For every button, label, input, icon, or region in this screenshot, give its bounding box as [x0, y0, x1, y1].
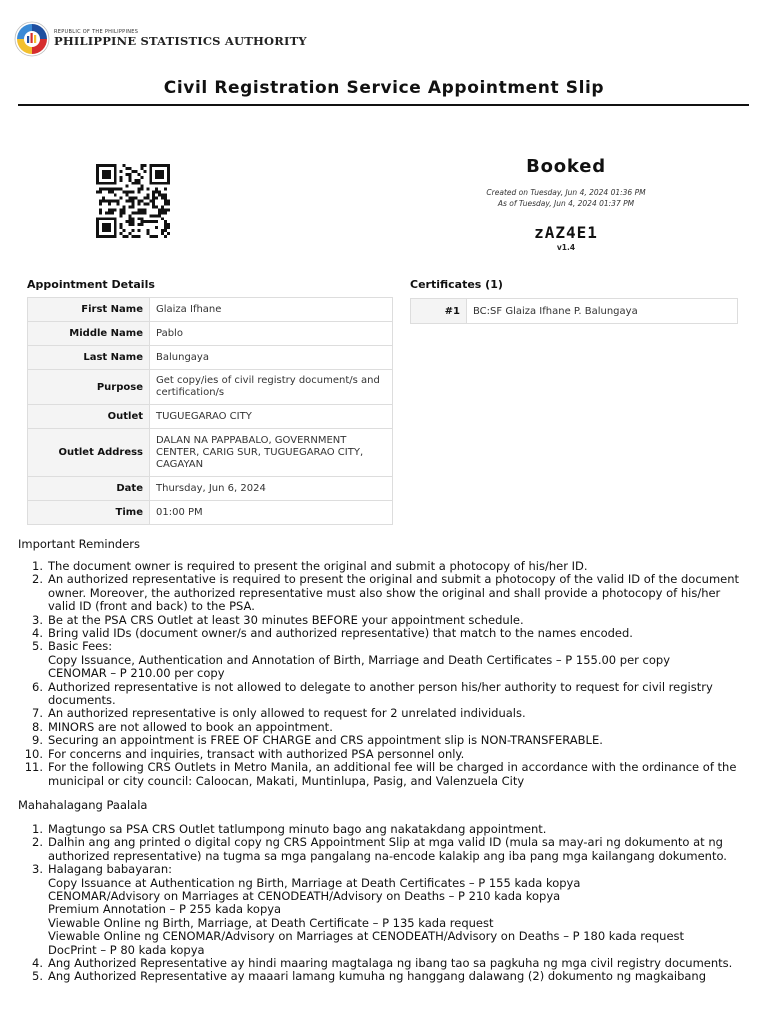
- details-row: [28, 429, 393, 477]
- details-label: Time: [28, 501, 150, 525]
- details-label: Outlet Address: [28, 429, 150, 477]
- list-item-number: 9.: [32, 733, 43, 748]
- certificates-heading: Certificates (1): [410, 278, 503, 291]
- list-item: [18, 823, 748, 836]
- list-item: [18, 970, 748, 983]
- details-row: [28, 477, 393, 501]
- list-item-text: An authorized representative is required to present the original and submit a photocopy of the valid ID of the document owner. Moreover, the authorized representative must also show the original and shall provide a photocopy of his/her valid ID (front and back) to the PSA.: [48, 572, 740, 614]
- list-item-number: 1.: [32, 822, 43, 836]
- list-item-text: The document owner is required to present the original and submit a photocopy of his/her ID.: [48, 559, 588, 573]
- details-row: [28, 501, 393, 525]
- details-value: Glaiza Ifhane: [150, 298, 393, 322]
- list-item-number: 8.: [32, 719, 43, 734]
- details-row: [28, 370, 393, 405]
- list-item-number: 1.: [32, 559, 43, 573]
- list-item-text: Magtungo sa PSA CRS Outlet tatlumpong minuto bago ang nakatakdang appointment.: [48, 822, 547, 836]
- list-item-number: 4.: [32, 626, 43, 641]
- list-item-text: Halagang babayaran: Copy Issuance at Authentication ng Birth, Marriage at Death Certificates – P 155 kada kopya CENOMAR/Advisory on Marriages at CENODEATH/Advisory on Deaths – P 210 kada kopya Premium Annotation – P 255 kada kopya Viewable Online ng Birth, Marriage, at Death Certificate – P 135 kada request Viewable Online ng CENOMAR/Advisory on Marriages at CENODEATH/Advisory on Deaths – P 180 kada request DocPrint – P 80 kada kopya: [48, 862, 685, 957]
- details-value: Thursday, Jun 6, 2024: [150, 477, 393, 501]
- list-item-number: 10.: [24, 746, 43, 761]
- important-reminders-heading: Important Reminders: [18, 537, 140, 551]
- list-item-text: For concerns and inquiries, transact with authorized PSA personnel only.: [48, 746, 465, 761]
- details-value: TUGUEGARAO CITY: [150, 405, 393, 429]
- details-value: 01:00 PM: [150, 501, 393, 525]
- as-of-timestamp: As of Tuesday, Jun 4, 2024 01:37 PM: [497, 199, 635, 208]
- list-item-text: MINORS are not allowed to book an appointment.: [48, 719, 333, 734]
- list-item-number: 5.: [32, 639, 43, 654]
- list-item-text: Securing an appointment is FREE OF CHARGE and CRS appointment slip is NON-TRANSFERABLE.: [48, 733, 603, 748]
- list-item-text: Ang Authorized Representative ay maaari lamang kumuha ng hanggang dalawang (2) dokumento ng magkaibang: [48, 969, 706, 984]
- details-value: DALAN NA PAPPABALO, GOVERNMENT CENTER, CARIG SUR, TUGUEGARAO CITY, CAGAYAN: [150, 429, 393, 477]
- details-label: Last Name: [28, 346, 150, 370]
- certificate-description: BC:SF Glaiza Ifhane P. Balungaya: [467, 299, 738, 324]
- list-item-text: Dalhin ang ang printed o digital copy ng CRS Appointment Slip at mga valid ID (mula sa may-ari ng dokumento at ng authorized representative) na tugma sa mga pangalang na-encode kalakip ang iba pang mga kailangang dokumento.: [48, 835, 727, 863]
- psa-header: [14, 16, 307, 62]
- list-item-number: 2.: [32, 572, 43, 587]
- list-item-number: 2.: [32, 835, 43, 850]
- list-item: [18, 734, 748, 747]
- title-divider: [18, 104, 749, 106]
- list-item-number: 3.: [32, 612, 43, 627]
- version-label: v1.4: [556, 243, 576, 252]
- created-timestamp: Created on Tuesday, Jun 4, 2024 01:36 PM: [486, 188, 646, 197]
- list-item: [18, 748, 748, 761]
- list-item-text: Basic Fees: Copy Issuance, Authentication and Annotation of Birth, Marriage and Death Certificates – P 155.00 per copy CENOMAR – P 210.00 per copy: [48, 639, 670, 681]
- certificates-table: [410, 298, 738, 324]
- list-item-number: 5.: [32, 969, 43, 984]
- list-item: [18, 681, 748, 708]
- list-item-text: Bring valid IDs (document owner/s and authorized representative) that match to the names encoded.: [48, 626, 633, 641]
- list-item-number: 6.: [32, 679, 43, 694]
- details-label: Date: [28, 477, 150, 501]
- details-label: Outlet: [28, 405, 150, 429]
- list-item: [18, 836, 748, 863]
- list-item-text: Authorized representative is not allowed to delegate to another person his/her authority to request for civil registry documents.: [48, 679, 713, 708]
- qr-code-icon: [96, 164, 170, 238]
- list-item: [18, 761, 748, 788]
- details-row: [28, 346, 393, 370]
- page-title: Civil Registration Service Appointment Slip: [163, 78, 605, 98]
- list-item-number: 3.: [32, 862, 43, 877]
- agency-small-text: REPUBLIC OF THE PHILIPPINES: [54, 29, 139, 36]
- list-item-number: 4.: [32, 956, 43, 971]
- list-item-text: For the following CRS Outlets in Metro Manila, an additional fee will be charged in accordance with the ordinance of the municipal or city council: Caloocan, Makati, Muntinlupa, Pasig, and Valenzuela City: [48, 760, 737, 788]
- list-item: [18, 640, 748, 680]
- list-item: [18, 721, 748, 734]
- list-item: [18, 573, 748, 613]
- agency-name: PHILIPPINE STATISTICS AUTHORITY: [54, 34, 307, 49]
- details-value: Pablo: [150, 322, 393, 346]
- list-item: [18, 560, 748, 573]
- list-item: [18, 614, 748, 627]
- details-label: Middle Name: [28, 322, 150, 346]
- certificate-number: #1: [411, 299, 467, 324]
- status-label: Booked: [526, 156, 606, 177]
- list-item-number: 11.: [24, 760, 43, 775]
- list-item: [18, 627, 748, 640]
- list-item-text: Be at the PSA CRS Outlet at least 30 minutes BEFORE your appointment schedule.: [48, 612, 524, 627]
- list-item-number: 7.: [32, 706, 43, 721]
- details-value: Balungaya: [150, 346, 393, 370]
- reference-code: zAZ4E1: [534, 223, 598, 242]
- details-label: First Name: [28, 298, 150, 322]
- details-value: Get copy/ies of civil registry document/s and certification/s: [150, 370, 393, 405]
- details-label: Purpose: [28, 370, 150, 405]
- appointment-details-table: [27, 297, 393, 525]
- important-reminders-list: [18, 560, 748, 788]
- paalala-heading: Mahahalagang Paalala: [18, 798, 148, 812]
- appointment-details-heading: Appointment Details: [27, 278, 155, 291]
- booking-status: [420, 156, 712, 252]
- details-row: [28, 405, 393, 429]
- list-item: [18, 707, 748, 720]
- list-item: [18, 957, 748, 970]
- details-row: [28, 322, 393, 346]
- paalala-list: [18, 823, 748, 984]
- psa-seal-icon: [14, 21, 50, 57]
- list-item: [18, 863, 748, 957]
- list-item-text: An authorized representative is only allowed to request for 2 unrelated individuals.: [48, 706, 526, 721]
- certificate-row: [411, 299, 738, 324]
- details-row: [28, 298, 393, 322]
- list-item-text: Ang Authorized Representative ay hindi maaring magtalaga ng ibang tao sa pagkuha ng mga civil registry documents.: [48, 956, 733, 971]
